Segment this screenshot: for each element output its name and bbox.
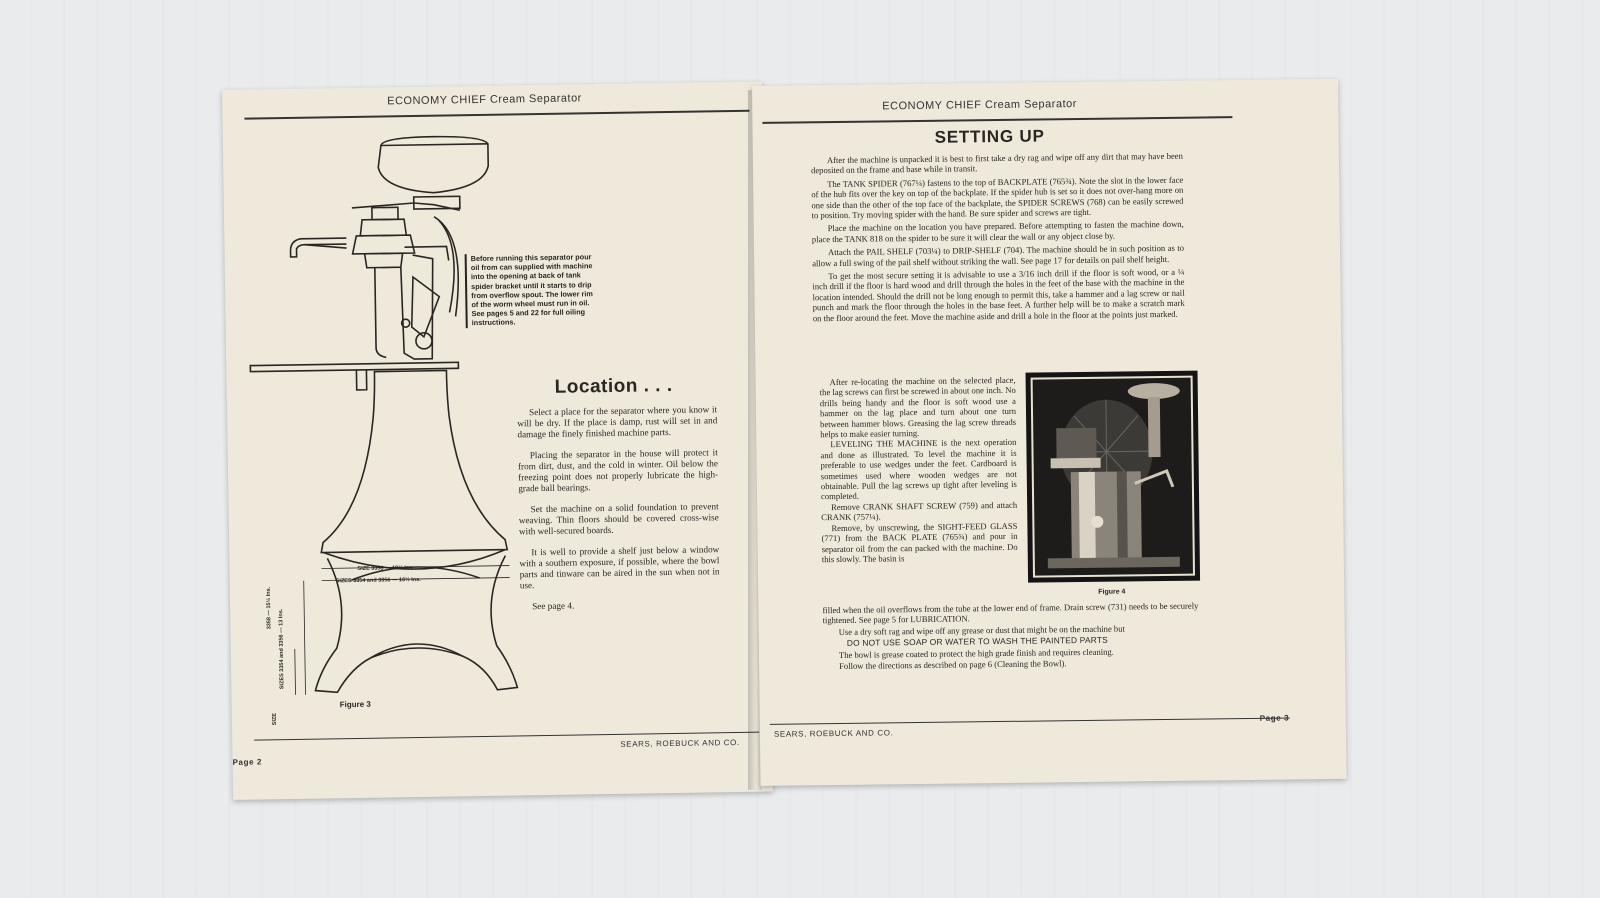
setting-up-intro	[811, 151, 1185, 327]
setup-paragraph: Remove CRANK SHAFT SCREW (759) and attach CRANK (757¼).	[821, 499, 1018, 523]
dimension-height-3358: 3358 — 15½ Ins.	[265, 586, 273, 630]
right-page-header: ECONOMY CHIEF Cream Separator	[882, 98, 1077, 113]
right-page	[752, 79, 1347, 786]
header-rule	[762, 116, 1232, 123]
right-page-number: Page 3	[1259, 713, 1290, 723]
oiling-callout: Before running this separator pour oil from can supplied with machine into the opening at back of tank spider bracket until it starts to drip from overflow spout. The lower rim of the worm wheel must run in oil. See pages 5 and 22 for full oiling instructions.	[465, 252, 602, 328]
footer-rule	[770, 717, 1290, 724]
right-footer-company: SEARS, ROEBUCK AND CO.	[773, 728, 894, 739]
setup-paragraph: filled when the oil overflows from the tube at the lower end of frame. Drain screw (731) needs to be securely tightened. See page 5 for LUBRICATION.	[822, 600, 1199, 626]
figure-4-illustration	[1026, 371, 1201, 583]
setup-paragraph: After the machine is unpacked it is best to first take a dry rag and wipe off any dirt that may have been deposited on the frame and base while in transit.	[810, 150, 1183, 176]
dimension-height-3354-3356: SIZES 3354 and 3356 — 13 Ins.	[278, 608, 286, 690]
location-title: Location . . .	[554, 374, 673, 398]
location-see-page: See page 4.	[532, 600, 575, 612]
left-page-number: Page 2	[232, 757, 263, 767]
figure-3-separator-drawing	[233, 125, 522, 709]
dimension-size-label: SIZE	[271, 712, 278, 726]
setting-up-leveling	[820, 375, 1018, 565]
dimension-size-3358: SIZE 3358 — 19½ Ins.	[357, 565, 414, 572]
painted-parts-warning: DO NOT USE SOAP OR WATER TO WASH THE PAINTED PARTS	[846, 634, 1108, 649]
location-paragraph: It is well to provide a shelf just below a window with a southern exposure, if possible, where the bowl parts and tinware can be aired in the sun when not in use.	[519, 544, 720, 591]
figure-4-leveling-photo	[1026, 371, 1201, 583]
left-footer-company: SEARS, ROEBUCK AND CO.	[620, 737, 740, 749]
setup-paragraph: Place the machine on the location you have prepared. Before attempting to fasten the machine down, place the TANK 818 on the spider to be sure it will clear the wall or any object close by.	[811, 219, 1184, 245]
setting-up-lubrication	[822, 601, 1199, 673]
left-page	[222, 82, 773, 800]
setup-paragraph: The TANK SPIDER (767¼) fastens to the top of BACKPLATE (765¾). Note the slot in the lower face of the hub fits over the key on top of the backplate. If the spider hub is set so it does not over-hang more on one side than the other of the top face of the backplate, the SPIDER SCREWS (768) can be easily screwed to position. Try moving spider with the hand. Be sure spider and screws are tight.	[811, 174, 1184, 221]
setup-paragraph: The bowl is grease coated to protect the high grade finish and requires cleaning.	[838, 646, 1114, 660]
figure-3-caption: Figure 3	[339, 699, 371, 710]
setup-paragraph: After re-locating the machine on the selected place, the lag screws can first be screwed in about one inch. No drills being handy and the floor is soft wood use a hammer on the lag place and turn about one turn between hammer blows. Greasing the lag screw threads helps to make easier turning.	[819, 374, 1017, 440]
dimension-sizes-3354-3356: SIZES 3354 and 3356 — 16½ Ins.	[335, 576, 421, 585]
setup-paragraph: Remove, by unscrewing, the SIGHT-FEED GLASS (771) from the BACK PLATE (765¾) and pour in separator oil from the can packed with the machine. Do this slowly. The basin is	[821, 520, 1018, 565]
location-paragraph: Placing the separator in the house will protect it from dirt, dust, and the cold in winter. Oil below the freezing point does not properly lubricate the high-grade ball bearings.	[517, 447, 719, 494]
location-paragraph: Select a place for the separator where you know it will be dry. If the place is damp, rust will set in and damage the finely finished machine parts.	[517, 404, 718, 440]
left-page-header: ECONOMY CHIEF Cream Separator	[387, 92, 582, 108]
setup-paragraph: LEVELING THE MACHINE is the next operation and done as illustrated. To level the machine it is preferable to use wedges under the feet. Cardboard is sometimes used where wooden wedges are not obtainable. Pull the lag screws up tight after leveling is completed.	[820, 437, 1017, 502]
setup-paragraph: Use a dry soft rag and wipe off any grease or dust that might be on the machine but	[838, 623, 1125, 637]
setting-up-title: SETTING UP	[934, 126, 1045, 147]
location-paragraph: Set the machine on a solid foundation to prevent weaving. Thin floors should be covered cross-wise with well-secured boards.	[518, 501, 719, 537]
setup-paragraph: To get the most secure setting it is advisable to use a 3/16 inch drill if the floor is soft wood, or a ¼ inch drill if the floor is hard wood and drill through the holes in the feet of the base with the machine in the location intended. Should the drill not be long enough to permit this, take a hammer and a lag screw or nail punch and mark the floor through the holes in the base feet. A further help will be to make a scratch mark on the floor around the feet. Move the machine aside and drill a hole in the floor at the points just marked.	[812, 266, 1185, 323]
header-rule	[244, 110, 749, 120]
setup-paragraph: Attach the PAIL SHELF (703¼) to DRIP-SHELF (704). The machine should be in such position as to allow a full swing of the pail shelf without striking the wall. See page 17 for details on pail shelf height.	[812, 242, 1185, 268]
figure-4-caption: Figure 4	[1098, 588, 1126, 596]
setup-paragraph: Follow the directions as described on page 6 (Cleaning the Bowl).	[839, 658, 1067, 672]
location-body	[517, 404, 720, 622]
